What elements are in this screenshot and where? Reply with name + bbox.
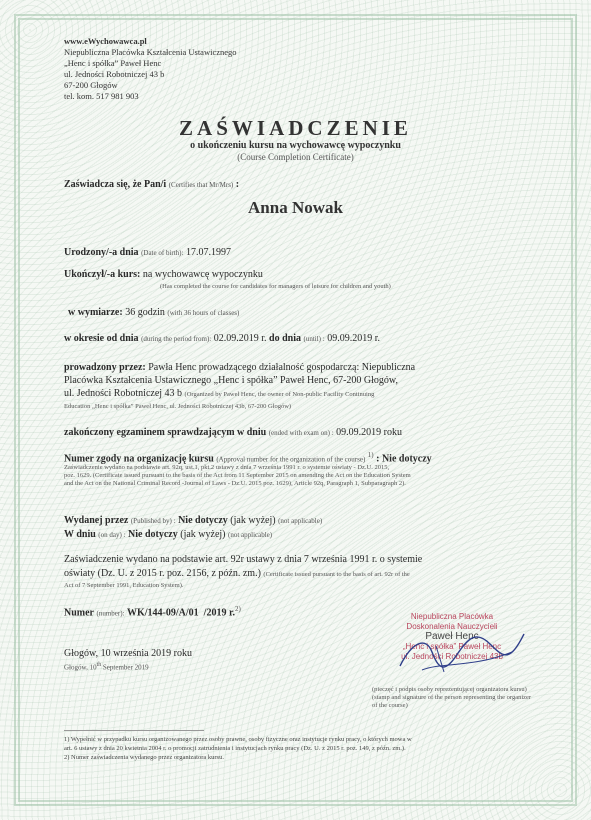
exam-row: [64, 427, 402, 438]
sender-line: tel. kom. 517 981 903: [64, 91, 139, 101]
approval-note-line: Zaświadczenie wydano na podstawie art. 92q, ust.1, pkt.2 ustawy z dnia 7 września 1991 r. o systemie oświaty - Dz.U. 2015,: [64, 464, 390, 471]
period-to-label: do dnia: [269, 333, 301, 344]
approval-row: [64, 451, 432, 464]
completed-label: Ukończył/-a kurs:: [64, 269, 141, 280]
approval-note-line: poz. 1629. (Certificate issued pursuant to the basis of the Act from 11 September 2015 on amending the Act on the Education System: [64, 472, 411, 479]
approval-en: (Approval number for the organization of the course): [216, 455, 366, 464]
basis-en-2: Act of 7 September 1991, Education System).: [64, 582, 184, 589]
conducted-label: prowadzony przez:: [64, 362, 146, 373]
issued-by-en: (Published by) :: [130, 517, 176, 525]
approval-value: : Nie dotyczy: [376, 453, 432, 465]
conducted-en-2: Education „Henc i spółka” Paweł Henc, ul. Jedności Robotniczej 43b, 67-200 Głogów): [64, 403, 292, 410]
place-date-en-sup: th: [96, 662, 102, 668]
basis-line-1: Zaświadczenie wydano na podstawie art. 92r ustawy z dnia 7 września 1991 r. o systemie: [64, 554, 423, 565]
conducted-value-3: ul. Jedności Robotniczej 43 b: [64, 388, 183, 399]
number-en: (number):: [96, 609, 125, 618]
person-name: Anna Nowak: [248, 198, 343, 217]
exam-label: zakończony egzaminem sprawdzającym w dniu: [64, 427, 267, 438]
document-subtitle: o ukończeniu kursu na wychowawcę wypoczynku: [190, 140, 401, 151]
period-to-en: (until) :: [303, 335, 325, 343]
certifies-colon: :: [235, 179, 240, 190]
born-value: 17.07.1997: [185, 247, 231, 258]
conducted-row-3: [64, 388, 374, 399]
approval-label: Numer zgody na organizację kursu: [64, 453, 214, 465]
issued-by-na: (not applicable): [278, 517, 323, 525]
scope-row: [68, 307, 239, 318]
period-en: (during the period from):: [141, 335, 212, 343]
completed-row: [64, 269, 263, 280]
approval-note: [64, 464, 411, 488]
signature-note-line: of the course): [372, 702, 408, 709]
scope-en: (with 36 hours of classes): [167, 309, 240, 317]
footnote-1b: art. 6 ustawy z dnia 20 kwietnia 2004 r. o promocji zatrudnienia i instytucjach rynku pracy (Dz. U. z 2015 r. poz. 149, z późn. zm.).: [64, 745, 406, 752]
born-en: (Date of birth):: [141, 249, 184, 257]
issued-on-row: [64, 529, 272, 540]
issued-on-value: Nie dotyczy: [128, 529, 178, 540]
period-to: 09.09.2019 r.: [327, 333, 380, 344]
scope-value: 36 godzin: [125, 307, 165, 318]
number-sup: 2): [234, 605, 241, 613]
basis-en-1: (Certificate issued pursuant to the basis of art. 92r of the: [263, 571, 410, 578]
conducted-row: [64, 362, 415, 373]
signature-caption: [372, 686, 537, 710]
conducted-value-2: Placówka Kształcenia Ustawicznego „Henc i spółka” Paweł Henc, 67-200 Głogów,: [64, 375, 398, 386]
born-row: [64, 247, 231, 258]
place-date-en-b: September 2019: [102, 663, 149, 672]
number-value: WK/144-09/A/01: [127, 607, 199, 619]
place-date-en: [64, 662, 149, 671]
footnote-1: 1) Wypełnić w przypadku kursu organizowanego przez osoby prawne, osoby fizyczne oraz instytucje rynku pracy, o których mowa w: [64, 736, 412, 743]
document-subtitle-en: (Course Completion Certificate): [237, 152, 354, 162]
issued-by-paren: (jak wyżej): [230, 515, 276, 526]
period-from: 02.09.2019 r.: [213, 333, 267, 344]
completed-value: na wychowawcę wypoczynku: [142, 269, 263, 280]
stamp-line: Paweł Henc: [425, 631, 479, 642]
issued-on-label: W dniu: [64, 529, 96, 540]
signature-note-line: (stamp and signature of the person representing the organizer: [372, 694, 532, 701]
footnotes: [64, 735, 534, 762]
exam-value: 09.09.2019 roku: [336, 427, 402, 438]
sender-line: „Henc i spółka” Paweł Henc: [64, 58, 162, 68]
signature-note-line: (pieczęć i podpis osoby reprezentującej organizatora kursu): [372, 686, 527, 693]
sender-block: [64, 36, 237, 102]
stamp-line: Niepubliczna Placówka: [410, 612, 494, 621]
number-label: Numer: [64, 607, 94, 619]
approval-sup: 1): [367, 451, 374, 459]
born-label: Urodzony/-a dnia: [64, 247, 139, 258]
number-row: [64, 605, 241, 618]
issued-on-en: (on day) :: [98, 531, 126, 539]
approval-note-line: and the Act on the National Criminal Record -Journal of Laws - Dz.U. 2015 poz. 1629), Article 92q, Paragraph 1, Subparagraph 2).: [64, 480, 406, 487]
scope-label: w wymiarze:: [68, 307, 123, 318]
issued-by-value: Nie dotyczy: [178, 515, 228, 526]
stamp-line: ul. Jedności Robotniczej 43b: [401, 652, 503, 661]
completed-en: (Has completed the course for candidates for managers of leisure for children and youth): [160, 283, 391, 290]
place-date-en-a: Głogów, 10: [64, 663, 97, 672]
footnote-2: 2) Numer zaświadczenia wydanego przez organizatora kursu.: [64, 754, 224, 761]
period-label: w okresie od dnia: [64, 333, 139, 344]
exam-en: (ended with exam on) :: [268, 429, 334, 437]
period-row: [64, 333, 380, 344]
document-title: ZAŚWIADCZENIE: [179, 116, 412, 140]
stamp-line: Doskonalenia Nauczycieli: [406, 622, 498, 631]
conducted-en-1: (Organized by Paweł Henc, the owner of Non-public Facility Continuing: [184, 391, 375, 398]
stamp-line: „Henc i spółka” Paweł Henc: [402, 642, 502, 651]
sender-website: www.eWychowawca.pl: [64, 36, 147, 46]
conducted-value-1: Pawła Henc prowadzącego działalność gospodarczą: Niepubliczna: [148, 362, 416, 373]
certifies-row: [64, 179, 239, 190]
basis-row-2: [64, 568, 410, 579]
issued-by-row: [64, 515, 322, 526]
basis-line-2: oświaty (Dz. U. z 2015 r. poz. 2156, z późn. zm.): [64, 568, 261, 579]
issued-on-paren: (jak wyżej): [180, 529, 226, 540]
sender-line: ul. Jedności Robotniczej 43 b: [64, 69, 165, 79]
number-year: /2019 r.: [203, 607, 235, 619]
certifies-label: Zaświadcza się, że Pan/i: [64, 179, 167, 190]
sender-line: 67-200 Głogów: [64, 80, 118, 90]
footnote-divider: [64, 730, 204, 731]
certifies-en: (Certifies that Mr/Mrs): [168, 181, 234, 189]
issued-by-label: Wydanej przez: [64, 515, 129, 526]
issued-on-na: (not applicable): [228, 531, 273, 539]
handwritten-signature: [392, 622, 532, 680]
place-date: Głogów, 10 września 2019 roku: [64, 648, 192, 659]
stamp-signature-area: [372, 612, 532, 682]
sender-line: Niepubliczna Placówka Kształcenia Ustawicznego: [64, 47, 237, 57]
